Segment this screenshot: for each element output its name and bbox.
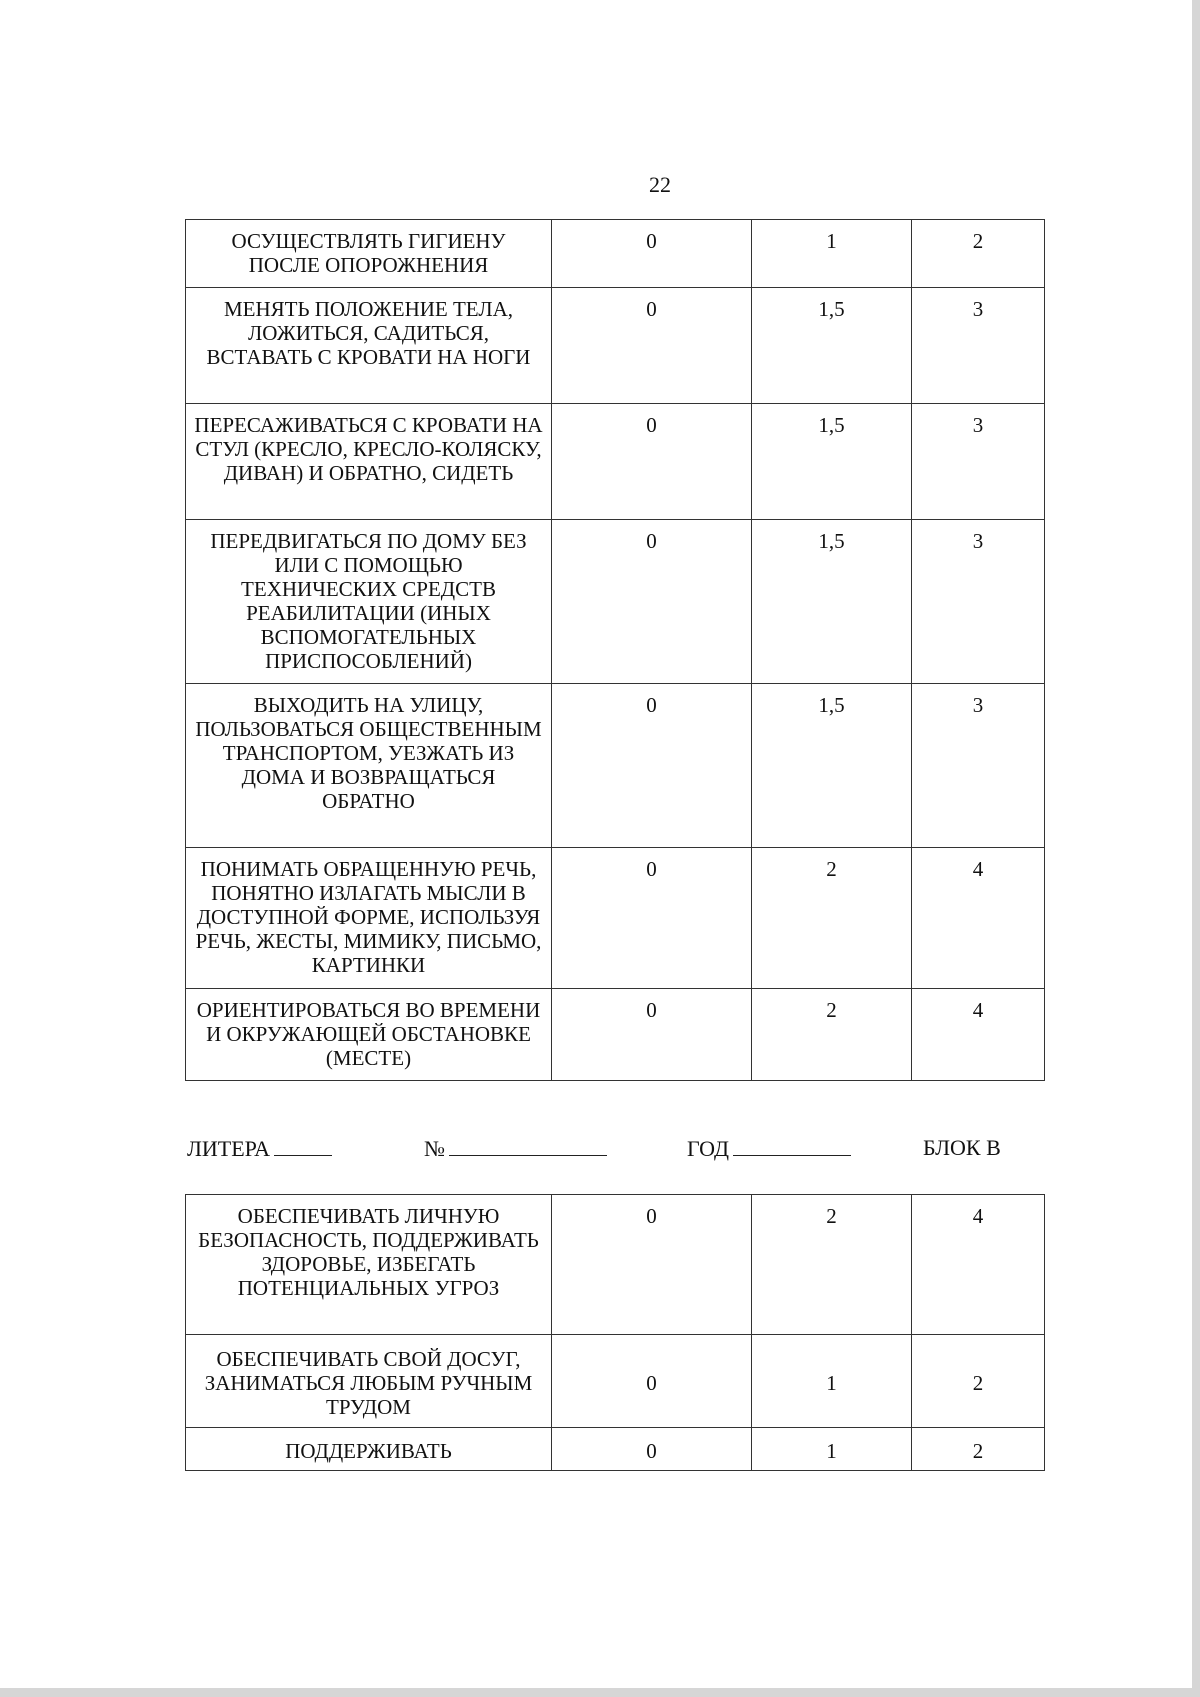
table-row (186, 520, 1045, 684)
year-blank (733, 1135, 851, 1156)
block-field (923, 1135, 1001, 1161)
score-cell: 2 (752, 989, 912, 1081)
number-blank (449, 1135, 607, 1156)
score-cell: 4 (912, 1195, 1045, 1335)
row-label: ОСУЩЕСТВЛЯТЬ ГИГИЕНУ ПОСЛЕ ОПОРОЖНЕНИЯ (186, 220, 552, 288)
table-row (186, 1195, 1045, 1335)
litera-blank (274, 1135, 332, 1156)
row-label: ПЕРЕСАЖИВАТЬСЯ С КРОВАТИ НА СТУЛ (КРЕСЛО, КРЕСЛО-КОЛЯСКУ, ДИВАН) И ОБРАТНО, СИДЕТЬ (186, 404, 552, 520)
row-label: ПОДДЕРЖИВАТЬ (186, 1428, 552, 1471)
row-label: ОБЕСПЕЧИВАТЬ СВОЙ ДОСУГ, ЗАНИМАТЬСЯ ЛЮБЫМ РУЧНЫМ ТРУДОМ (186, 1335, 552, 1428)
score-cell: 2 (912, 1428, 1045, 1471)
score-cell: 1,5 (752, 520, 912, 684)
row-label: ВЫХОДИТЬ НА УЛИЦУ, ПОЛЬЗОВАТЬСЯ ОБЩЕСТВЕННЫМ ТРАНСПОРТОМ, УЕЗЖАТЬ ИЗ ДОМА И ВОЗВРАЩАТЬСЯ ОБРАТНО (186, 684, 552, 848)
score-cell: 1 (752, 1335, 912, 1428)
score-cell: 0 (552, 1428, 752, 1471)
table-row (186, 684, 1045, 848)
score-cell: 1 (752, 220, 912, 288)
year-field (687, 1135, 851, 1162)
litera-label: ЛИТЕРА (187, 1136, 270, 1161)
table-row (186, 1428, 1045, 1471)
score-cell: 2 (912, 220, 1045, 288)
score-cell: 4 (912, 848, 1045, 989)
score-cell: 0 (552, 288, 752, 404)
page-number: 22 (649, 172, 671, 197)
score-cell: 0 (552, 989, 752, 1081)
score-cell: 0 (552, 220, 752, 288)
score-cell: 1,5 (752, 288, 912, 404)
table-row (186, 989, 1045, 1081)
score-cell: 3 (912, 684, 1045, 848)
row-label: ОРИЕНТИРОВАТЬСЯ ВО ВРЕМЕНИ И ОКРУЖАЮЩЕЙ ОБСТАНОВКЕ (МЕСТЕ) (186, 989, 552, 1081)
score-cell: 3 (912, 520, 1045, 684)
score-cell: 1,5 (752, 684, 912, 848)
document-fields-line (0, 1135, 1200, 1165)
score-cell: 2 (752, 1195, 912, 1335)
score-cell: 3 (912, 404, 1045, 520)
score-cell: 0 (552, 848, 752, 989)
block-label: БЛОК В (923, 1135, 1001, 1160)
score-cell: 2 (752, 848, 912, 989)
row-label: ПЕРЕДВИГАТЬСЯ ПО ДОМУ БЕЗ ИЛИ С ПОМОЩЬЮ ТЕХНИЧЕСКИХ СРЕДСТВ РЕАБИЛИТАЦИИ (ИНЫХ ВСПОМОГАТЕЛЬНЫХ ПРИСПОСОБЛЕНИЙ) (186, 520, 552, 684)
table-row (186, 404, 1045, 520)
score-cell: 0 (552, 1195, 752, 1335)
year-label: ГОД (687, 1136, 729, 1161)
score-cell: 0 (552, 1335, 752, 1428)
table-row (186, 288, 1045, 404)
row-label: МЕНЯТЬ ПОЛОЖЕНИЕ ТЕЛА, ЛОЖИТЬСЯ, САДИТЬСЯ, ВСТАВАТЬ С КРОВАТИ НА НОГИ (186, 288, 552, 404)
table-row (186, 220, 1045, 288)
assessment-table-top (185, 219, 1045, 1081)
score-cell: 4 (912, 989, 1045, 1081)
score-cell: 1,5 (752, 404, 912, 520)
row-label: ОБЕСПЕЧИВАТЬ ЛИЧНУЮ БЕЗОПАСНОСТЬ, ПОДДЕРЖИВАТЬ ЗДОРОВЬЕ, ИЗБЕГАТЬ ПОТЕНЦИАЛЬНЫХ УГРОЗ (186, 1195, 552, 1335)
score-cell: 0 (552, 404, 752, 520)
score-cell: 2 (912, 1335, 1045, 1428)
score-cell: 0 (552, 684, 752, 848)
score-cell: 0 (552, 520, 752, 684)
table-row (186, 848, 1045, 989)
number-field (424, 1135, 607, 1162)
row-label: ПОНИМАТЬ ОБРАЩЕННУЮ РЕЧЬ, ПОНЯТНО ИЗЛАГАТЬ МЫСЛИ В ДОСТУПНОЙ ФОРМЕ, ИСПОЛЬЗУЯ РЕЧЬ, ЖЕСТЫ, МИМИКУ, ПИСЬМО, КАРТИНКИ (186, 848, 552, 989)
assessment-table-bottom (185, 1194, 1045, 1471)
litera-field (187, 1135, 332, 1162)
score-cell: 3 (912, 288, 1045, 404)
score-cell: 1 (752, 1428, 912, 1471)
table-row (186, 1335, 1045, 1428)
number-label: № (424, 1136, 445, 1161)
